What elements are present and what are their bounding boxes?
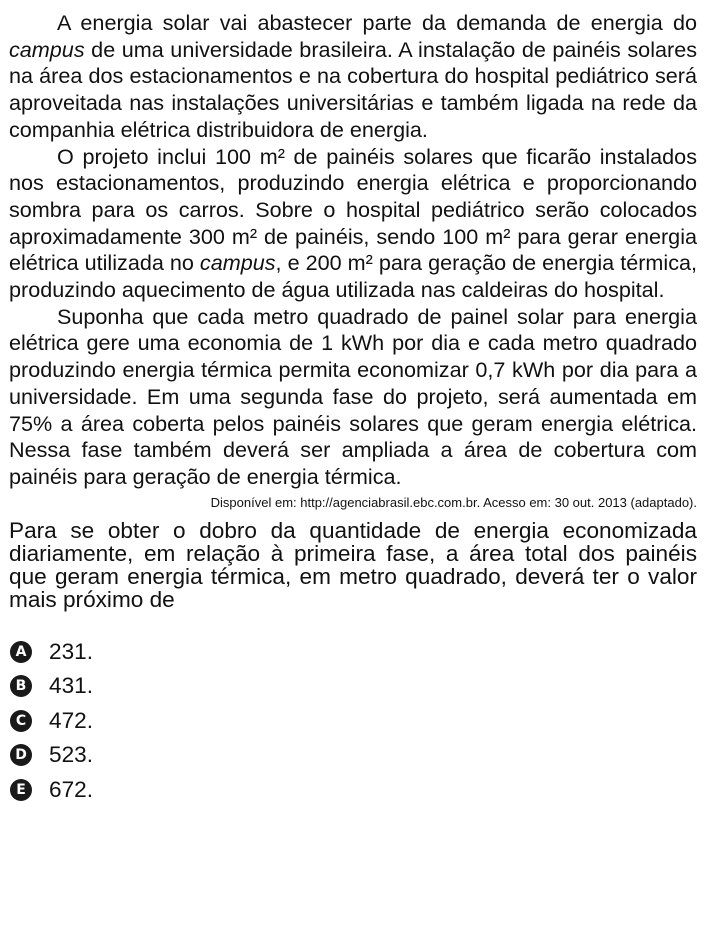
option-c[interactable]: [9, 704, 697, 739]
paragraph-1-text-a: A energia solar vai abastecer parte da demanda de energia do: [57, 10, 697, 35]
paragraph-2-italic-campus: campus: [199, 250, 276, 276]
option-d-text: 523.: [49, 742, 93, 768]
option-b[interactable]: [9, 669, 697, 704]
option-b-text: 431.: [49, 673, 93, 699]
option-a-letter-badge: A: [10, 641, 32, 663]
option-a-text: 231.: [49, 638, 93, 664]
option-d-letter-badge: D: [10, 744, 32, 766]
option-c-text: 472.: [49, 707, 93, 733]
option-d[interactable]: [9, 738, 697, 773]
option-a[interactable]: [9, 635, 697, 670]
paragraph-3: Suponha que cada metro quadrado de painel solar para energia elétrica gere uma economia de 1 kWh por dia e cada metro quadrado produzindo energia térmica permita economizar 0,7 kWh por dia para a universidade. Em uma segunda fase do projeto, será aumentada em 75% a área coberta pelos painéis solares que geram energia elétrica. Nessa fase também deverá ser ampliada a área de cobertura com painéis para geração de energia térmica.: [9, 303, 697, 489]
answer-options: [9, 635, 697, 808]
paragraph-2-text-a: O projeto inclui 100 m² de painéis solares que ficarão instalados nos estacionamentos, produzindo energia elétrica e proporcionando sombra para os carros. Sobre o hospital pediátrico serão colocados aproximadamente 300 m² de painéis, sendo 100 m² para gerar energia elétrica utilizada no: [9, 143, 697, 276]
question-document: [9, 10, 697, 807]
option-e[interactable]: [9, 773, 697, 808]
paragraph-2: [9, 144, 697, 304]
option-e-letter-badge: E: [10, 779, 32, 801]
option-b-letter-badge: B: [10, 675, 32, 697]
paragraph-1-italic-campus: campus: [9, 36, 85, 62]
paragraph-1-text-b: de uma universidade brasileira. A instalação de painéis solares na área dos estacionamentos e na cobertura do hospital pediátrico será aproveitada nas instalações universitárias e também ligada na rede da companhia elétrica distribuidora de energia.: [9, 36, 697, 142]
paragraph-2-text-b: , e 200 m² para geração de energia térmica, produzindo aquecimento de água utilizada nas caldeiras do hospital.: [9, 250, 698, 303]
option-e-text: 672.: [49, 776, 93, 802]
option-c-letter-badge: C: [10, 710, 32, 732]
source-citation: Disponível em: http://agenciabrasil.ebc.com.br. Acesso em: 30 out. 2013 (adaptado).: [210, 494, 697, 510]
question-stem: Para se obter o dobro da quantidade de energia economizada diariamente, em relação à primeira fase, a área total dos painéis que geram energia térmica, em metro quadrado, deverá ter o valor mais próximo de: [9, 517, 697, 612]
paragraph-1: [9, 10, 697, 144]
